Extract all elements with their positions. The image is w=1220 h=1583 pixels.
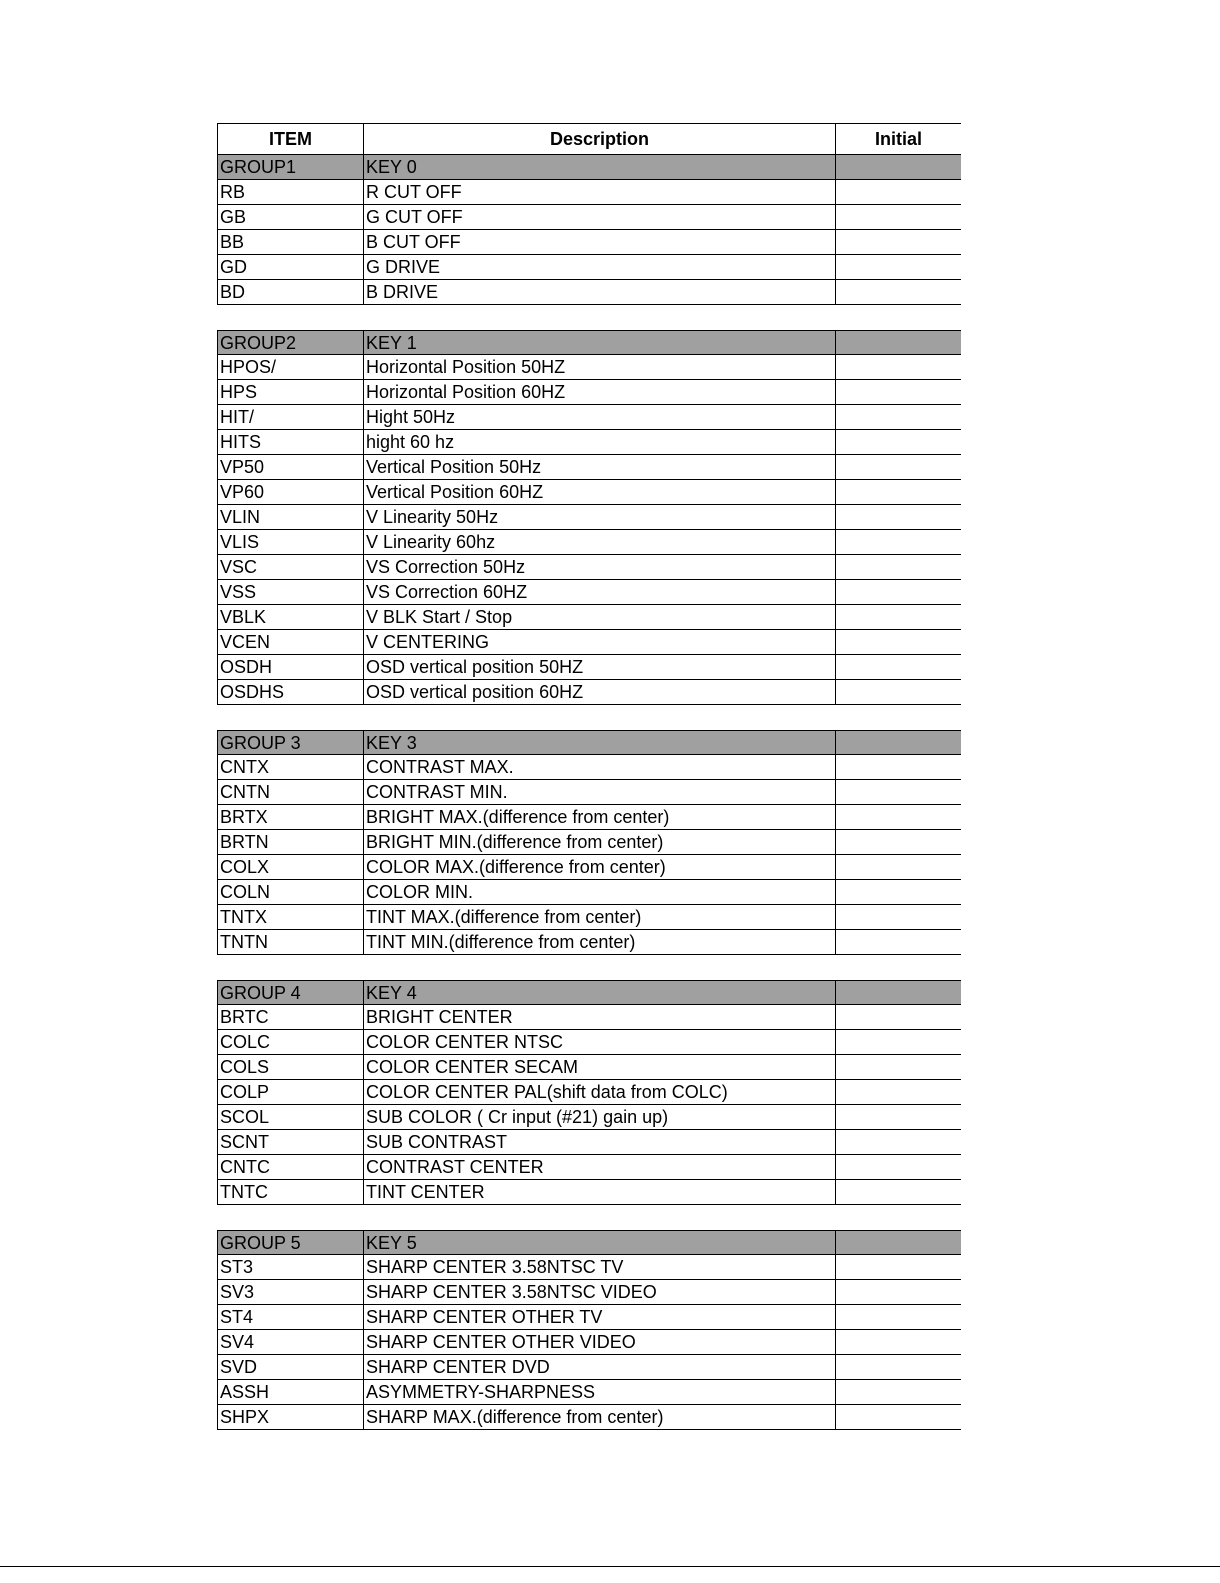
item-description: G CUT OFF — [364, 205, 836, 229]
table-row — [217, 1130, 961, 1155]
initial-value-cell — [836, 1255, 961, 1279]
table-row — [217, 380, 961, 405]
item-code: CNTX — [217, 755, 364, 779]
table-row — [217, 1055, 961, 1080]
table-row — [217, 280, 961, 305]
item-code: SV3 — [217, 1280, 364, 1304]
group-header-row — [217, 1230, 961, 1255]
initial-value-cell — [836, 205, 961, 229]
table-row — [217, 655, 961, 680]
group-key: KEY 3 — [364, 731, 836, 754]
item-code: COLN — [217, 880, 364, 904]
table-row — [217, 1030, 961, 1055]
initial-value-cell — [836, 480, 961, 504]
table-row — [217, 180, 961, 205]
table-row — [217, 1405, 961, 1430]
group-name: GROUP 4 — [217, 981, 364, 1004]
initial-value-cell — [836, 580, 961, 604]
item-code: BB — [217, 230, 364, 254]
initial-value-cell — [836, 1080, 961, 1104]
group-key: KEY 1 — [364, 331, 836, 354]
item-description: SUB COLOR ( Cr input (#21) gain up) — [364, 1105, 836, 1129]
item-description: COLOR CENTER NTSC — [364, 1030, 836, 1054]
table-row — [217, 880, 961, 905]
item-code: BRTN — [217, 830, 364, 854]
item-code: CNTC — [217, 1155, 364, 1179]
table-row — [217, 1155, 961, 1180]
table-row — [217, 230, 961, 255]
item-code: HITS — [217, 430, 364, 454]
group-name: GROUP 5 — [217, 1231, 364, 1254]
initial-value-cell — [836, 380, 961, 404]
item-code: BRTC — [217, 1005, 364, 1029]
table-row — [217, 455, 961, 480]
item-description: BRIGHT MIN.(difference from center) — [364, 830, 836, 854]
table-row — [217, 405, 961, 430]
initial-value-cell — [836, 1030, 961, 1054]
item-code: TNTN — [217, 930, 364, 954]
item-code: VBLK — [217, 605, 364, 629]
table-header-row — [217, 123, 961, 155]
group-spacer — [217, 1205, 961, 1230]
item-code: SHPX — [217, 1405, 364, 1429]
table-row — [217, 1080, 961, 1105]
initial-value-cell — [836, 230, 961, 254]
item-code: OSDH — [217, 655, 364, 679]
adjustment-table — [217, 123, 961, 1430]
table-row — [217, 755, 961, 780]
item-code: TNTC — [217, 1180, 364, 1204]
item-code: HIT/ — [217, 405, 364, 429]
initial-value-cell — [836, 1155, 961, 1179]
initial-value-cell — [836, 880, 961, 904]
table-row — [217, 1180, 961, 1205]
groups-container — [217, 155, 961, 1430]
item-code: BRTX — [217, 805, 364, 829]
group-name: GROUP2 — [217, 331, 364, 354]
item-description: BRIGHT MAX.(difference from center) — [364, 805, 836, 829]
initial-value-cell — [836, 455, 961, 479]
item-description: COLOR MAX.(difference from center) — [364, 855, 836, 879]
item-description: COLOR CENTER SECAM — [364, 1055, 836, 1079]
initial-value-cell — [836, 1280, 961, 1304]
item-code: VSS — [217, 580, 364, 604]
column-header-item: ITEM — [217, 124, 364, 154]
initial-value-cell — [836, 280, 961, 304]
table-row — [217, 805, 961, 830]
item-code: SVD — [217, 1355, 364, 1379]
item-code: VSC — [217, 555, 364, 579]
group-header-row — [217, 330, 961, 355]
column-header-initial: Initial — [874, 129, 922, 149]
group-header-row — [217, 730, 961, 755]
initial-value-cell — [836, 605, 961, 629]
table-row — [217, 555, 961, 580]
initial-value-cell — [836, 755, 961, 779]
initial-value-cell — [836, 630, 961, 654]
item-description: CONTRAST MIN. — [364, 780, 836, 804]
table-row — [217, 1305, 961, 1330]
group-name: GROUP 3 — [217, 731, 364, 754]
initial-value-cell — [836, 1055, 961, 1079]
group-initial-cell — [836, 331, 961, 354]
table-row — [217, 1380, 961, 1405]
initial-value-cell — [836, 405, 961, 429]
item-description: V CENTERING — [364, 630, 836, 654]
item-code: OSDHS — [217, 680, 364, 704]
table-row — [217, 780, 961, 805]
table-row — [217, 1330, 961, 1355]
item-code: SCNT — [217, 1130, 364, 1154]
initial-value-cell — [836, 555, 961, 579]
item-code: ST3 — [217, 1255, 364, 1279]
item-code: GB — [217, 205, 364, 229]
table-row — [217, 1355, 961, 1380]
item-description: TINT MIN.(difference from center) — [364, 930, 836, 954]
item-code: VLIN — [217, 505, 364, 529]
group-spacer — [217, 305, 961, 330]
item-description: VS Correction 60HZ — [364, 580, 836, 604]
item-description: B DRIVE — [364, 280, 836, 304]
item-description: V BLK Start / Stop — [364, 605, 836, 629]
item-description: Hight 50Hz — [364, 405, 836, 429]
group-initial-cell — [836, 981, 961, 1004]
initial-value-cell — [836, 1405, 961, 1429]
page-bottom-rule — [0, 1566, 1220, 1567]
group-initial-cell — [836, 155, 961, 179]
item-description: ASYMMETRY-SHARPNESS — [364, 1380, 836, 1404]
item-description: VS Correction 50Hz — [364, 555, 836, 579]
table-row — [217, 1280, 961, 1305]
item-code: VLIS — [217, 530, 364, 554]
initial-value-cell — [836, 905, 961, 929]
table-row — [217, 830, 961, 855]
item-code: HPOS/ — [217, 355, 364, 379]
item-code: BD — [217, 280, 364, 304]
table-row — [217, 930, 961, 955]
item-description: OSD vertical position 60HZ — [364, 680, 836, 704]
initial-value-cell — [836, 1005, 961, 1029]
item-description: Horizontal Position 50HZ — [364, 355, 836, 379]
item-code: CNTN — [217, 780, 364, 804]
item-description: Vertical Position 60HZ — [364, 480, 836, 504]
table-row — [217, 530, 961, 555]
group-key: KEY 0 — [364, 155, 836, 179]
table-row — [217, 855, 961, 880]
initial-value-cell — [836, 355, 961, 379]
item-description: Vertical Position 50Hz — [364, 455, 836, 479]
table-row — [217, 255, 961, 280]
initial-value-cell — [836, 1330, 961, 1354]
column-header-description: Description — [364, 124, 836, 154]
initial-value-cell — [836, 505, 961, 529]
item-code: SV4 — [217, 1330, 364, 1354]
item-description: TINT CENTER — [364, 1180, 836, 1204]
item-description: SHARP CENTER OTHER VIDEO — [364, 1330, 836, 1354]
initial-value-cell — [836, 930, 961, 954]
item-code: SCOL — [217, 1105, 364, 1129]
table-row — [217, 630, 961, 655]
item-description: OSD vertical position 50HZ — [364, 655, 836, 679]
initial-value-cell — [836, 1130, 961, 1154]
initial-value-cell — [836, 1180, 961, 1204]
item-code: TNTX — [217, 905, 364, 929]
item-code: ASSH — [217, 1380, 364, 1404]
item-description: SHARP CENTER OTHER TV — [364, 1305, 836, 1329]
initial-value-cell — [836, 805, 961, 829]
item-description: SHARP CENTER 3.58NTSC TV — [364, 1255, 836, 1279]
initial-value-cell — [836, 855, 961, 879]
table-row — [217, 505, 961, 530]
item-description: BRIGHT CENTER — [364, 1005, 836, 1029]
item-code: HPS — [217, 380, 364, 404]
group-spacer — [217, 955, 961, 980]
group-name: GROUP1 — [217, 155, 364, 179]
item-description: SHARP CENTER 3.58NTSC VIDEO — [364, 1280, 836, 1304]
group-initial-cell — [836, 731, 961, 754]
item-description: V Linearity 60hz — [364, 530, 836, 554]
item-code: COLP — [217, 1080, 364, 1104]
item-description: hight 60 hz — [364, 430, 836, 454]
item-description: B CUT OFF — [364, 230, 836, 254]
table-row — [217, 605, 961, 630]
item-code: COLS — [217, 1055, 364, 1079]
item-code: RB — [217, 180, 364, 204]
table-row — [217, 430, 961, 455]
initial-value-cell — [836, 180, 961, 204]
initial-value-cell — [836, 1380, 961, 1404]
table-row — [217, 1005, 961, 1030]
group-header-row — [217, 980, 961, 1005]
item-description: R CUT OFF — [364, 180, 836, 204]
table-row — [217, 355, 961, 380]
table-row — [217, 205, 961, 230]
initial-value-cell — [836, 1105, 961, 1129]
group-spacer — [217, 705, 961, 730]
table-row — [217, 1105, 961, 1130]
item-description: CONTRAST MAX. — [364, 755, 836, 779]
initial-value-cell — [836, 1355, 961, 1379]
group-header-row — [217, 155, 961, 180]
initial-value-cell — [836, 780, 961, 804]
item-code: GD — [217, 255, 364, 279]
initial-value-cell — [836, 655, 961, 679]
item-description: Horizontal Position 60HZ — [364, 380, 836, 404]
initial-value-cell — [836, 430, 961, 454]
item-code: ST4 — [217, 1305, 364, 1329]
initial-value-cell — [836, 680, 961, 704]
initial-value-cell — [836, 530, 961, 554]
table-row — [217, 1255, 961, 1280]
item-description: G DRIVE — [364, 255, 836, 279]
item-code: COLC — [217, 1030, 364, 1054]
initial-value-cell — [836, 255, 961, 279]
item-code: COLX — [217, 855, 364, 879]
item-code: VP50 — [217, 455, 364, 479]
item-description: SHARP MAX.(difference from center) — [364, 1405, 836, 1429]
initial-value-cell — [836, 830, 961, 854]
item-description: COLOR MIN. — [364, 880, 836, 904]
item-description: TINT MAX.(difference from center) — [364, 905, 836, 929]
item-description: CONTRAST CENTER — [364, 1155, 836, 1179]
group-initial-cell — [836, 1231, 961, 1254]
table-row — [217, 905, 961, 930]
item-description: V Linearity 50Hz — [364, 505, 836, 529]
item-description: SHARP CENTER DVD — [364, 1355, 836, 1379]
item-code: VCEN — [217, 630, 364, 654]
item-code: VP60 — [217, 480, 364, 504]
table-row — [217, 480, 961, 505]
table-row — [217, 680, 961, 705]
group-key: KEY 5 — [364, 1231, 836, 1254]
item-description: SUB CONTRAST — [364, 1130, 836, 1154]
initial-value-cell — [836, 1305, 961, 1329]
group-key: KEY 4 — [364, 981, 836, 1004]
item-description: COLOR CENTER PAL(shift data from COLC) — [364, 1080, 836, 1104]
table-row — [217, 580, 961, 605]
